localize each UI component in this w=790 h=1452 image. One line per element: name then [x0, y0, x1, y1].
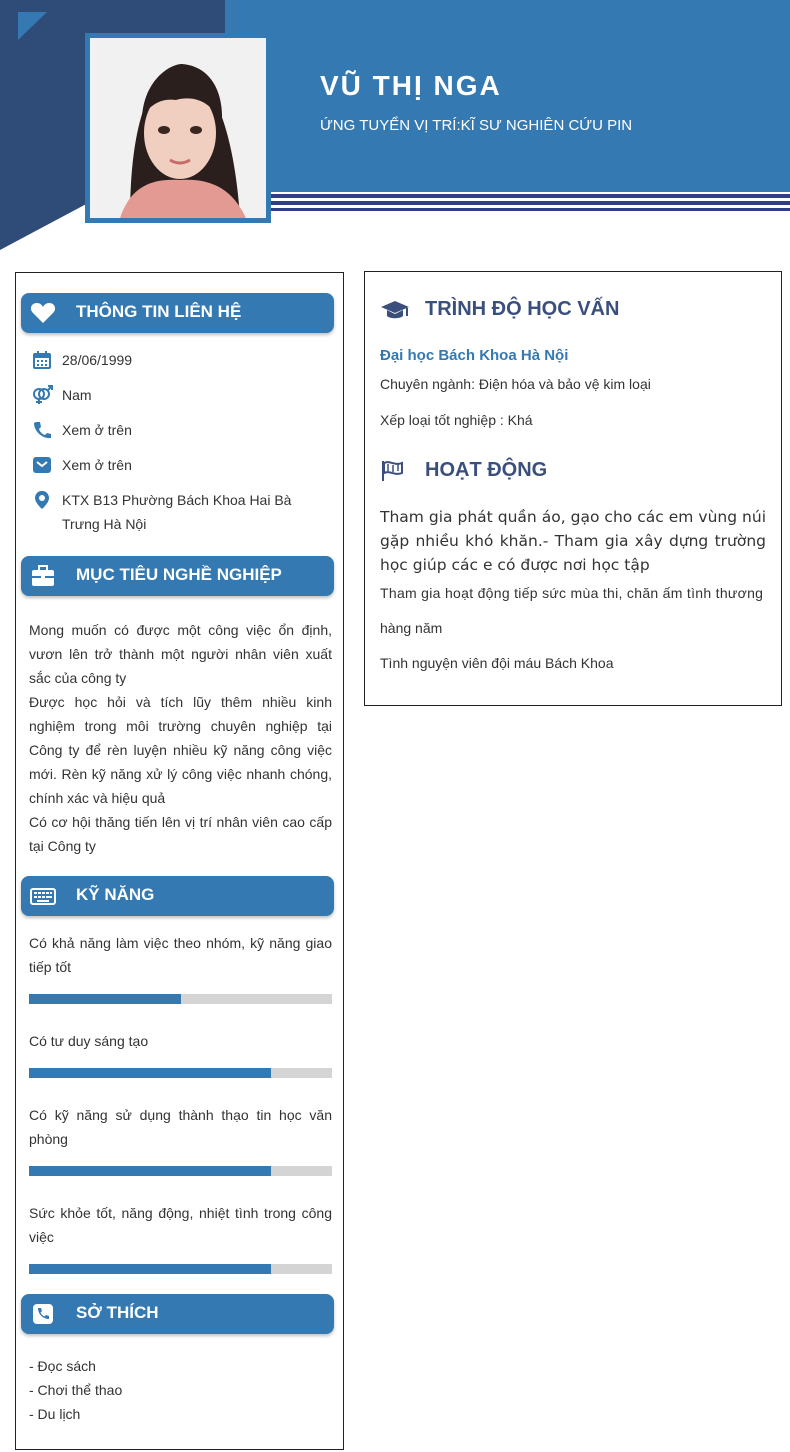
- school-name: Đại học Bách Khoa Hà Nội: [380, 347, 569, 364]
- skill-level-bar: [29, 1166, 332, 1176]
- contact-title: THÔNG TIN LIÊN HỆ: [76, 302, 242, 321]
- email-icon: [32, 455, 52, 475]
- address-value: KTX B13 Phường Bách Khoa Hai Bà Trưng Hà Nội: [62, 492, 292, 532]
- contact-section-header: [21, 293, 334, 333]
- cv-header: [0, 0, 790, 250]
- skill-level-fill: [29, 1264, 271, 1274]
- email-value: Xem ở trên: [62, 457, 132, 473]
- header-stripe: [270, 194, 790, 198]
- education-title: TRÌNH ĐỘ HỌC VẤN: [425, 298, 620, 320]
- education-grade: Xếp loại tốt nghiệp : Khá: [380, 412, 533, 428]
- birthday-value: 28/06/1999: [62, 352, 133, 368]
- activity-item: hàng năm: [380, 620, 443, 636]
- gender-value: Nam: [62, 387, 92, 403]
- skill-level-bar: [29, 1264, 332, 1274]
- header-banner: [225, 0, 790, 192]
- activities-title: HOẠT ĐỘNG: [425, 459, 548, 481]
- skills-title: KỸ NĂNG: [76, 885, 155, 904]
- skill-label: Có kỹ năng sử dụng thành thạo tin học văn phòng: [29, 1107, 332, 1147]
- skill-level-fill: [29, 1068, 271, 1078]
- graduation-cap-icon: [380, 298, 410, 322]
- skill-label: Sức khỏe tốt, năng động, nhiệt tình trong công việc: [29, 1205, 332, 1245]
- location-pin-icon: [32, 490, 52, 510]
- education-major: Chuyên ngành: Điện hóa và bảo vệ kim loại: [380, 376, 651, 392]
- right-column: [364, 271, 782, 706]
- phone-square-icon: [30, 1302, 56, 1326]
- activity-item: Tham gia hoạt động tiếp sức mùa thi, chăn ấm tình thương: [380, 585, 764, 601]
- activities-lead: Tham gia phát quần áo, gạo cho các em vùng núi gặp nhiều khó khăn.- Tham gia xây dựng trường học giúp các e có được nơi học tập: [380, 508, 766, 574]
- calendar-icon: [32, 350, 52, 370]
- profile-photo: [90, 38, 266, 218]
- applied-position: ỨNG TUYỂN VỊ TRÍ:KĨ SƯ NGHIÊN CỨU PIN: [320, 117, 633, 134]
- hobbies-section-header: [21, 1294, 334, 1334]
- skill-level-bar: [29, 1068, 332, 1078]
- skill-label: Có tư duy sáng tạo: [29, 1033, 149, 1049]
- briefcase-icon: [30, 564, 56, 588]
- activity-item: Tình nguyện viên đội máu Bách Khoa: [380, 655, 614, 671]
- skill-level-fill: [29, 994, 181, 1004]
- gender-icon: [32, 385, 54, 405]
- header-stripe: [270, 208, 790, 211]
- objective-section-header: [21, 556, 334, 596]
- header-stripe: [270, 201, 790, 205]
- skills-section-header: [21, 876, 334, 916]
- skill-level-fill: [29, 1166, 271, 1176]
- skill-label: Có khả năng làm việc theo nhóm, kỹ năng giao tiếp tốt: [29, 935, 332, 975]
- hobbies-title: SỞ THÍCH: [76, 1303, 159, 1322]
- hobbies-list: - Đọc sách - Chơi thể thao - Du lịch: [29, 1358, 123, 1422]
- skill-level-bar: [29, 994, 332, 1004]
- keyboard-icon: [30, 884, 56, 908]
- objective-title: MỤC TIÊU NGHỀ NGHIỆP: [76, 565, 282, 584]
- flag-icon: [380, 459, 410, 483]
- phone-icon: [32, 420, 52, 440]
- heart-icon: [30, 301, 56, 325]
- candidate-name: VŨ THỊ NGA: [320, 70, 502, 101]
- objective-text: Mong muốn có được một công việc ổn định, vươn lên trở thành một người nhân viên xuất sắc của công ty Được học hỏi và tích lũy thêm nhiều kinh nghiệm trong môi trường chuyên nghiệp tại Công ty để rèn luyện nhiều kỹ năng công việc mới. Rèn kỹ năng xử lý công việc nhanh chóng, chính xác và hiệu quả Có cơ hội thăng tiến lên vị trí nhân viên cao cấp tại Công ty: [29, 622, 332, 854]
- left-column: [15, 272, 344, 1450]
- phone-value: Xem ở trên: [62, 422, 132, 438]
